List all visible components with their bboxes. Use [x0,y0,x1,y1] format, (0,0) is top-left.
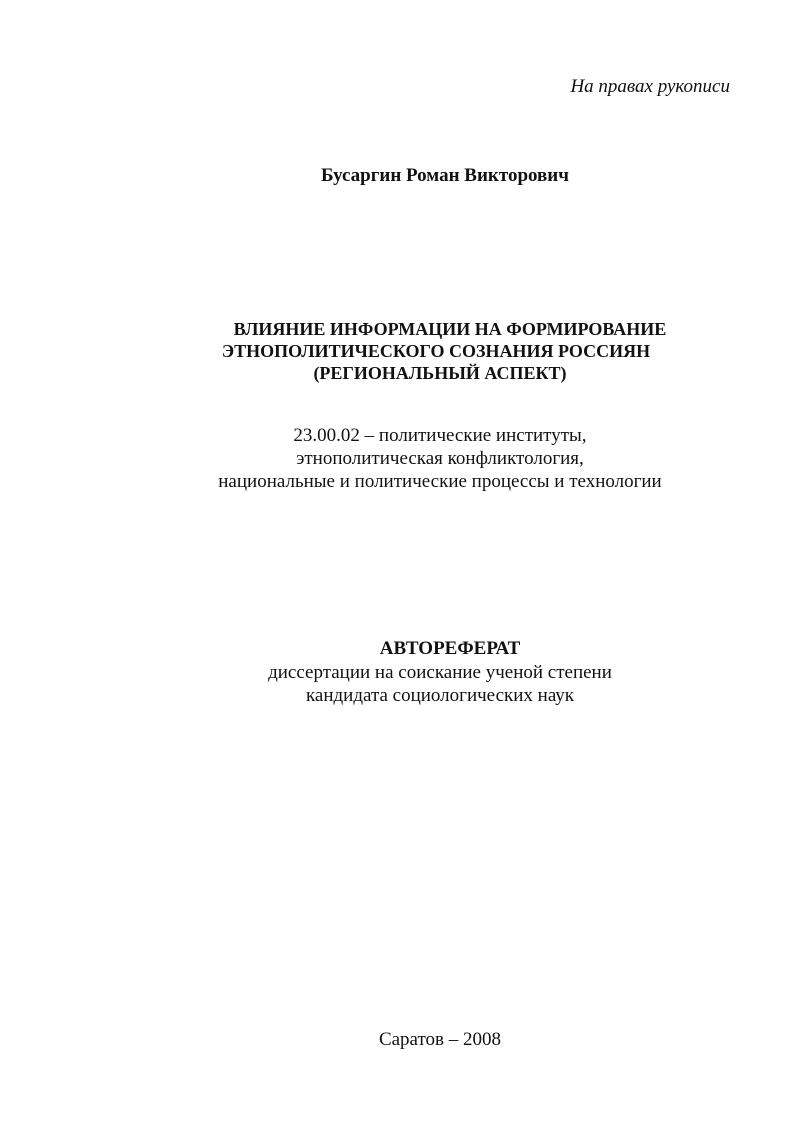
title-line-3: (РЕГИОНАЛЬНЫЙ АСПЕКТ) [313,363,567,383]
title-line-1: ВЛИЯНИЕ ИНФОРМАЦИИ НА ФОРМИРОВАНИЕ [233,319,667,339]
specialty-line-2: этнополитическая конфликтология, [296,448,584,469]
specialty-line-3: национальные и политические процессы и технологии [218,471,662,492]
document-type: АВТОРЕФЕРАТ [379,638,521,659]
place-year: Саратов – 2008 [378,1029,502,1050]
degree-line-1: диссертации на соискание ученой степени [268,662,612,683]
author-name: Бусаргин Роман Викторович [321,165,569,186]
degree-line-2: кандидата социологических наук [305,685,575,706]
title-line-2: ЭТНОПОЛИТИЧЕСКОГО СОЗНАНИЯ РОССИЯН [221,341,651,361]
specialty-line-1: 23.00.02 – политические институты, [293,425,587,446]
manuscript-note: На правах рукописи [570,76,730,97]
